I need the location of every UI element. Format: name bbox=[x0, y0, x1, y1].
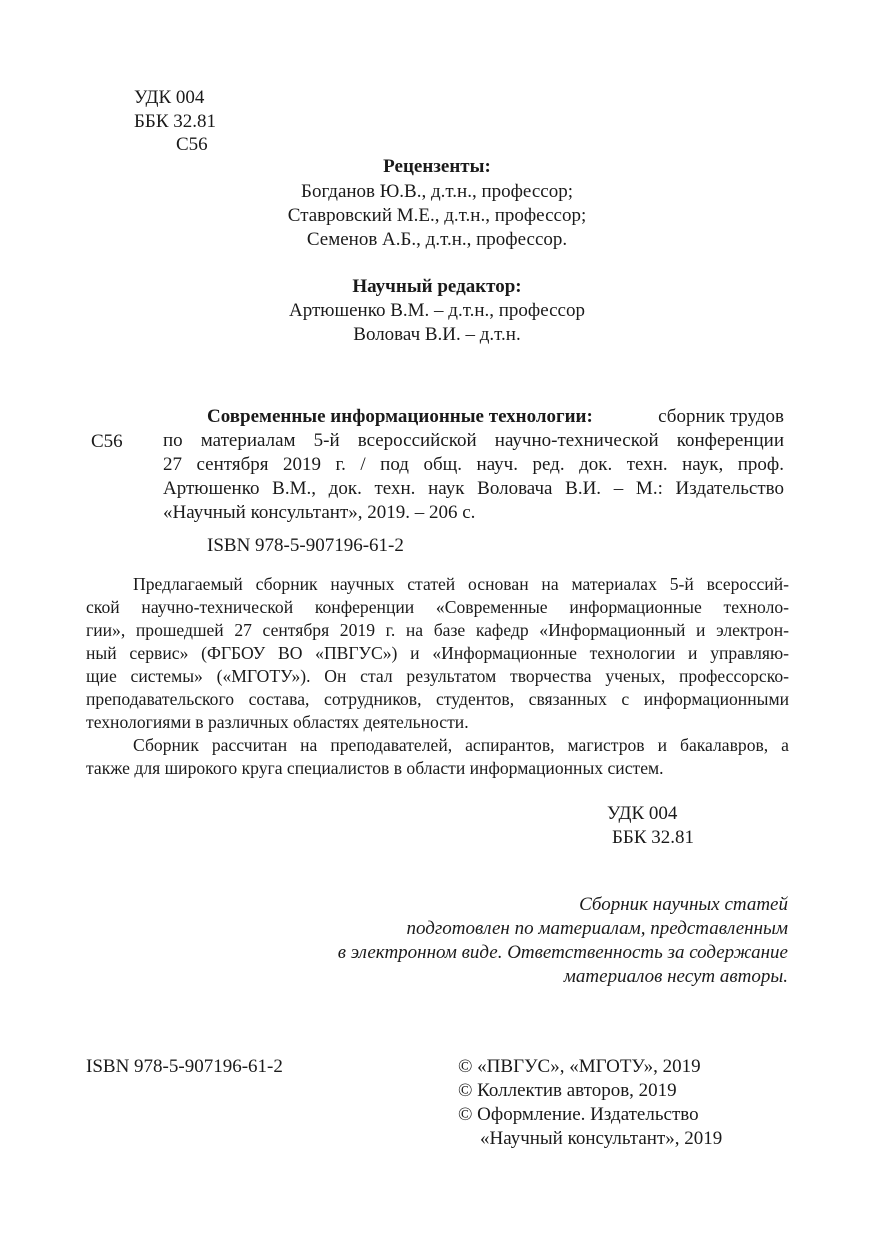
annotation-line: также для широкого круга специалистов в области информационных систем. bbox=[86, 758, 664, 778]
note-line: в электронном виде. Ответственность за содержание bbox=[337, 942, 788, 963]
annotation-line: технологиями в различных областях деятельности. bbox=[86, 712, 469, 732]
bbk-code-top: ББК 32.81 bbox=[134, 111, 216, 132]
udk-code-top: УДК 004 bbox=[134, 87, 205, 108]
annotation-paragraph-2 bbox=[86, 734, 789, 780]
udk-code-bottom: УДК 004 bbox=[607, 803, 678, 824]
annotation-line: Сборник рассчитан на преподавателей, аспирантов, магистров и бакалавров, а bbox=[133, 735, 789, 755]
reviewers-heading: Рецензенты: bbox=[383, 156, 491, 177]
annotation-line: гии», прошедшей 27 сентября 2019 г. на базе кафедр «Информационный и электрон- bbox=[86, 620, 789, 640]
editor-heading: Научный редактор: bbox=[352, 276, 522, 297]
copyright-line: © Оформление. Издательство bbox=[458, 1104, 699, 1125]
copyright-line: © «ПВГУС», «МГОТУ», 2019 bbox=[458, 1056, 701, 1077]
annotation-line: преподавательского состава, сотрудников, студентов, связанных с информационными bbox=[86, 689, 789, 709]
note-line: Сборник научных статей bbox=[579, 894, 788, 915]
annotation-paragraph-1 bbox=[86, 573, 789, 734]
copyright-line: «Научный консультант», 2019 bbox=[480, 1128, 723, 1149]
annotation-line: Предлагаемый сборник научных статей основан на материалах 5-й всероссий- bbox=[133, 574, 789, 594]
annotation-line: ный сервис» (ФГБОУ ВО «ПВГУС») и «Информационные технологии и управляю- bbox=[86, 643, 789, 663]
bib-title-rest: сборник трудов bbox=[658, 406, 784, 427]
reviewer-item: Ставровский М.Е., д.т.н., профессор; bbox=[287, 205, 587, 226]
reviewer-item: Богданов Ю.В., д.т.н., профессор; bbox=[301, 181, 573, 202]
editor-item: Воловач В.И. – д.т.н. bbox=[353, 324, 521, 345]
copyright-line: © Коллектив авторов, 2019 bbox=[458, 1080, 677, 1101]
bib-line: Артюшенко В.М., док. техн. наук Воловача В.И. – М.: Издательство bbox=[163, 478, 784, 499]
author-mark-top: С56 bbox=[176, 134, 208, 155]
editor-item: Артюшенко В.М. – д.т.н., профессор bbox=[289, 300, 585, 321]
bbk-code-bottom: ББК 32.81 bbox=[612, 827, 694, 848]
bib-title: Современные информационные технологии: bbox=[207, 406, 593, 427]
bib-title-line bbox=[207, 405, 784, 429]
bib-line: по материалам 5-й всероссийской научно-технической конференции bbox=[163, 430, 784, 451]
note-line: материалов несут авторы. bbox=[563, 966, 788, 987]
annotation-line: щие системы» («МГОТУ»). Он стал результатом творчества ученых, профессорско- bbox=[86, 666, 789, 686]
note-line: подготовлен по материалам, представленным bbox=[406, 918, 788, 939]
reviewer-item: Семенов А.Б., д.т.н., профессор. bbox=[306, 229, 568, 250]
bib-line: «Научный консультант», 2019. – 206 с. bbox=[163, 502, 476, 523]
author-mark-bib: С56 bbox=[91, 431, 123, 452]
annotation-line: ской научно-технической конференции «Современные информационные техноло- bbox=[86, 597, 789, 617]
footer-isbn: ISBN 978-5-907196-61-2 bbox=[86, 1056, 283, 1077]
bib-isbn: ISBN 978-5-907196-61-2 bbox=[207, 535, 404, 556]
bib-line: 27 сентября 2019 г. / под общ. науч. ред. док. техн. наук, проф. bbox=[163, 454, 784, 475]
